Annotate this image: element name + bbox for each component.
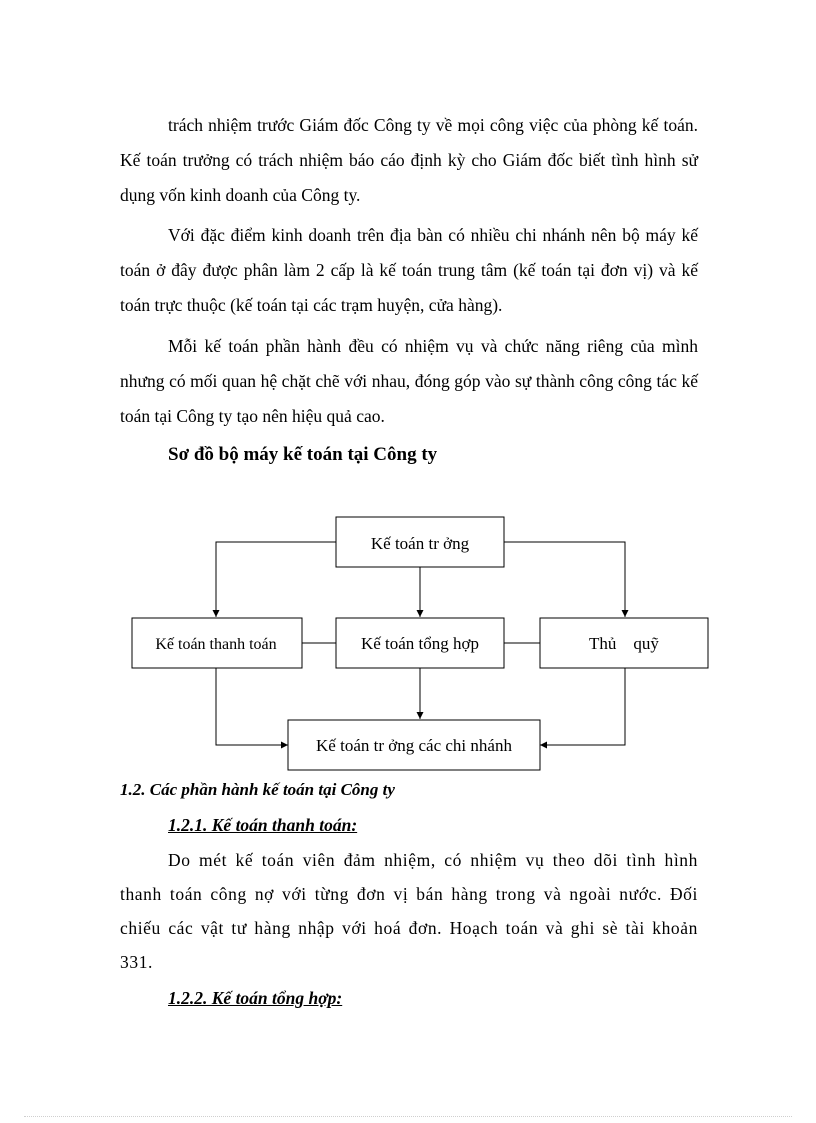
box-payment-accountant [132, 618, 302, 668]
box-chief-accountant-label: Kế toán tr ởng [370, 534, 470, 553]
box-treasurer-label: Thủ quỹ [589, 634, 659, 653]
connector-chief-to-treasurer [504, 542, 625, 617]
box-chief-accountant [336, 517, 504, 567]
diagram-title: Sơ đồ bộ máy kế toán tại Công ty [168, 444, 438, 465]
connector-treasurer-to-branches [540, 668, 625, 745]
box-general-accountant-label: Kế toán tổng hợp [360, 634, 480, 653]
box-treasurer [540, 618, 708, 668]
box-general-accountant [336, 618, 504, 668]
box-payment-accountant-label: Kế toán thanh toán [155, 636, 277, 653]
paragraph-payment-accounting: Do mét kế toán viên đảm nhiệm, có nhiệm vụ theo dõi tình hình thanh toán công nợ với từng đơn vị bán hàng trong và ngoài nước. Đối chiếu các vật tư hàng nhập với hoá đơn. Hoạch toán và ghi sè tài khoản 331. [120, 850, 698, 972]
box-branch-accountants [288, 720, 540, 770]
paragraph-chief-accountant-responsibility: trách nhiệm trước Giám đốc Công ty về mọi công việc của phòng kế toán. Kế toán trưởng có trách nhiệm báo cáo định kỳ cho Giám đốc biết tình hình sử dụng vốn kinh doanh của Công ty. [120, 115, 698, 205]
subheading-payment-accounting: 1.2.1. Kế toán thanh toán: [168, 815, 358, 835]
section-heading-accounting-parts: 1.2. Các phần hành kế toán tại Công ty [120, 780, 395, 799]
paragraph-two-level-structure: Với đặc điểm kinh doanh trên địa bàn có nhiều chi nhánh nên bộ máy kế toán ở đây được phân làm 2 cấp là kế toán trung tâm (kế toán tại đơn vị) và kế toán trực thuộc (kế toán tại các trạm huyện, cửa hàng). [120, 225, 698, 315]
connector-chief-to-payment [216, 542, 336, 617]
box-branch-accountants-label: Kế toán tr ởng các chi nhánh [316, 736, 512, 755]
subheading-general-accounting: 1.2.2. Kế toán tổng hợp: [168, 988, 343, 1008]
paragraph-relationships: Mỗi kế toán phần hành đều có nhiệm vụ và chức năng riêng của mình nhưng có mối quan hệ chặt chẽ với nhau, đóng góp vào sự thành công công tác kế toán tại Công ty tạo nên hiệu quả cao. [120, 336, 698, 426]
page-bottom-divider [24, 1116, 792, 1117]
connector-payment-to-branches [216, 668, 288, 745]
